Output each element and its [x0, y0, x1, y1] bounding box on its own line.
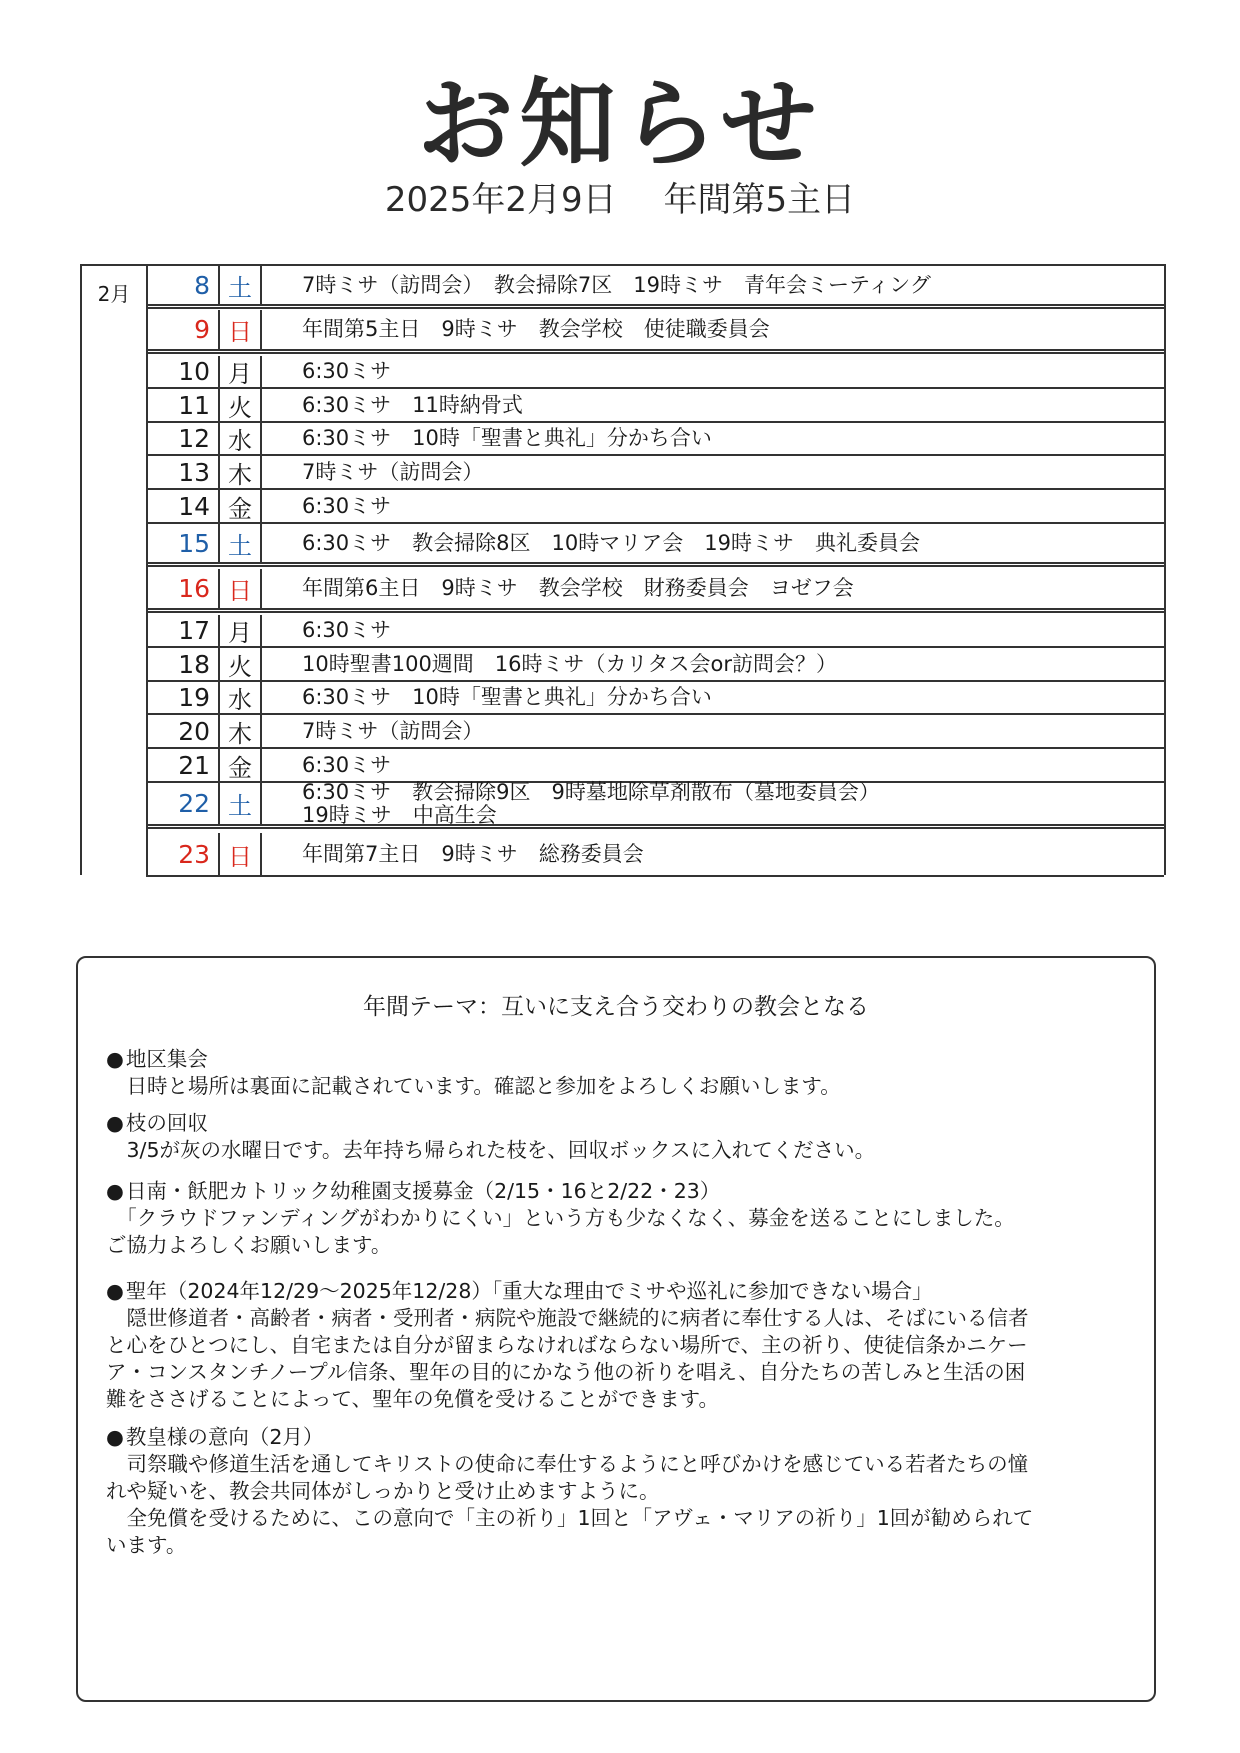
notice-item — [106, 1110, 1116, 1164]
weekday: 火 — [220, 389, 262, 421]
page-subtitle — [0, 172, 1240, 221]
calendar-row — [148, 648, 1164, 682]
notice-body: 日時と場所は裏面に記載されています。確認と参加をよろしくお願いします。 — [106, 1074, 841, 1098]
day-number: 21 — [148, 749, 220, 781]
day-events: 年間第6主日 9時ミサ 教会学校 財務委員会 ヨゼフ会 — [302, 576, 854, 600]
notice-heading: 日南・飫肥カトリック幼稚園支援募金（2/15・16と2/22・23） — [125, 1179, 721, 1203]
month-label: 2月 — [82, 266, 148, 877]
calendar-row — [148, 310, 1164, 354]
calendar-row — [148, 266, 1164, 309]
day-number: 14 — [148, 490, 220, 522]
calendar-row — [148, 423, 1164, 456]
day-events: 7時ミサ（訪問会） 教会掃除7区 19時ミサ 青年会ミーティング — [302, 272, 931, 297]
bullet-icon: ● — [106, 1111, 124, 1135]
notice-body: 「クラウドファンディングがわかりにくい」という方も少なくなく、募金を送ることにしました。 ご協力よろしくお願いします。 — [106, 1206, 1015, 1257]
notice-heading: 教皇様の意向（2月） — [125, 1425, 324, 1449]
day-events: 6:30ミサ — [302, 752, 392, 777]
day-events: 6:30ミサ 10時「聖書と典礼」分かち合い — [302, 426, 712, 450]
notice-heading: 枝の回収 — [125, 1111, 208, 1135]
calendar-row — [148, 389, 1164, 423]
calendar-row — [148, 524, 1164, 567]
day-events: 6:30ミサ 教会掃除8区 10時マリア会 19時ミサ 典礼委員会 — [302, 530, 920, 555]
notice-heading: 聖年（2024年12/29～2025年12/28）「重大な理由でミサや巡礼に参加できない場合」 — [125, 1279, 933, 1303]
notice-body: 3/5が灰の水曜日です。去年持ち帰られた枝を、回収ボックスに入れてください。 — [106, 1138, 876, 1162]
day-events: 6:30ミサ — [302, 359, 392, 383]
weekday: 日 — [220, 310, 262, 349]
day-events: 6:30ミサ 11時納骨式 — [302, 392, 523, 417]
weekday: 土 — [220, 266, 262, 304]
day-number: 12 — [148, 423, 220, 454]
day-events: 6:30ミサ — [302, 493, 392, 518]
calendar-row — [148, 749, 1164, 783]
notice-heading: 地区集会 — [125, 1047, 208, 1071]
calendar-row — [148, 833, 1164, 877]
calendar-row — [148, 490, 1164, 524]
weekday: 土 — [220, 524, 262, 562]
calendar-row — [148, 615, 1164, 648]
notices-box — [76, 956, 1156, 1702]
day-number: 9 — [148, 310, 220, 349]
bullet-icon: ● — [106, 1425, 124, 1449]
day-events: 6:30ミサ — [302, 618, 392, 642]
weekday: 日 — [220, 569, 262, 608]
page-title: お知らせ — [417, 68, 823, 180]
day-number: 22 — [148, 783, 220, 824]
day-number: 19 — [148, 682, 220, 713]
notice-body: 司祭職や修道生活を通してキリストの使命に奉仕するようにと呼びかけを感じている若者たちの憧 れや疑いを、教会共同体がしっかりと受け止めますように。 全免償を受けるために、この意向で「主の祈り」1回と「アヴェ・マリアの祈り」1回が勧められて います。 — [106, 1452, 1034, 1557]
weekday: 土 — [220, 783, 262, 824]
day-number: 8 — [148, 266, 220, 304]
weekday: 日 — [220, 833, 262, 875]
calendar-row — [148, 356, 1164, 389]
weekday: 木 — [220, 715, 262, 747]
notice-item — [106, 1424, 1116, 1559]
day-number: 17 — [148, 615, 220, 646]
notice-body: 隠世修道者・高齢者・病者・受刑者・病院や施設で継続的に病者に奉仕する人は、そばにいる信者 と心をひとつにし、自宅または自分が留まらなければならない場所で、主の祈り、使徒信条かニケー ア・コンスタンチノープル信条、聖年の目的にかなう他の祈りを唱え、自分たちの苦しみと生活の困 難をささげることによって、聖年の免償を受けることができます。 — [106, 1306, 1029, 1411]
notice-item — [106, 1278, 1116, 1413]
day-events: 7時ミサ（訪問会） — [302, 718, 484, 743]
day-events: 7時ミサ（訪問会） — [302, 459, 484, 484]
day-number: 10 — [148, 356, 220, 387]
weekday: 木 — [220, 456, 262, 488]
day-events: 6:30ミサ 10時「聖書と典礼」分かち合い — [302, 685, 712, 709]
weekday: 金 — [220, 749, 262, 781]
day-number: 20 — [148, 715, 220, 747]
day-number: 13 — [148, 456, 220, 488]
day-number: 16 — [148, 569, 220, 608]
calendar-row — [148, 456, 1164, 490]
weekday: 月 — [220, 615, 262, 646]
day-events: 10時聖書100週間 16時ミサ（カリタス会or訪問会？） — [302, 651, 838, 676]
day-number: 23 — [148, 833, 220, 875]
calendar-row — [148, 682, 1164, 715]
day-number: 11 — [148, 389, 220, 421]
notice-item — [106, 1178, 1116, 1259]
day-events: 6:30ミサ 教会掃除9区 9時墓地除草剤散布（墓地委員会） 19時ミサ 中高生会 — [302, 779, 880, 827]
bulletin-date: 2025年2月9日 — [384, 180, 617, 220]
day-events: 年間第7主日 9時ミサ 総務委員会 — [302, 841, 644, 866]
calendar-row — [148, 779, 1164, 829]
calendar-row — [148, 569, 1164, 613]
schedule-calendar — [80, 264, 1166, 875]
day-number: 18 — [148, 648, 220, 680]
weekday: 水 — [220, 682, 262, 713]
weekday: 月 — [220, 356, 262, 387]
bullet-icon: ● — [106, 1047, 124, 1071]
liturgical-day: 年間第5主日 — [663, 180, 856, 220]
bullet-icon: ● — [106, 1279, 124, 1303]
notice-item — [106, 1046, 1116, 1100]
weekday: 金 — [220, 490, 262, 522]
weekday: 火 — [220, 648, 262, 680]
annual-theme: 年間テーマ：互いに支え合う交わりの教会となる — [363, 994, 869, 1020]
day-events: 年間第5主日 9時ミサ 教会学校 使徒職委員会 — [302, 317, 770, 341]
day-number: 15 — [148, 524, 220, 562]
bullet-icon: ● — [106, 1179, 124, 1203]
calendar-row — [148, 715, 1164, 749]
weekday: 水 — [220, 423, 262, 454]
